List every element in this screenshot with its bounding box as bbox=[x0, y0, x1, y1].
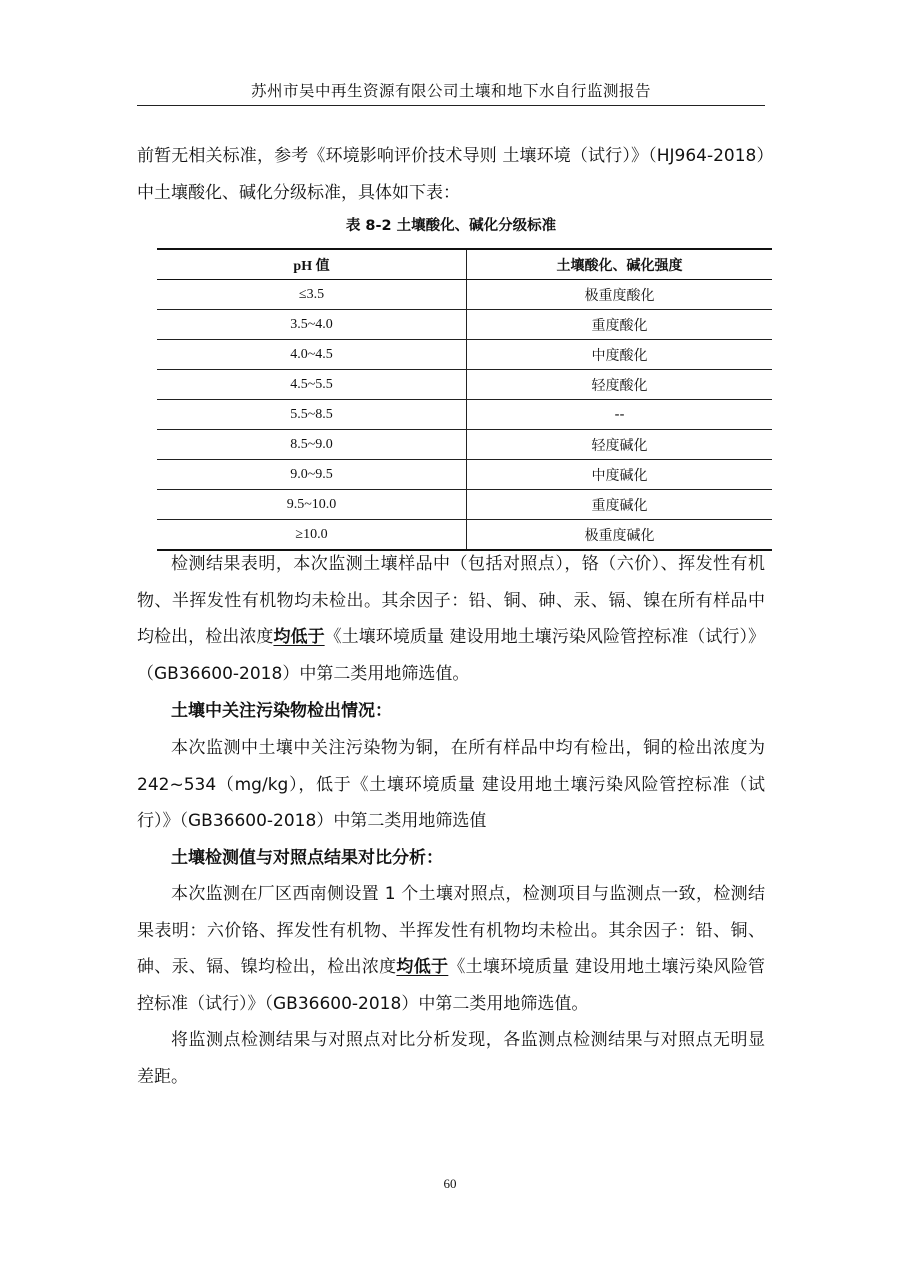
ph-range-cell: 4.0~4.5 bbox=[157, 340, 467, 370]
intro-paragraph: 前暂无相关标准，参考《环境影响评价技术导则 土壤环境（试行）》（HJ964-2018）中土壤酸化、碱化分级标准，具体如下表： bbox=[137, 146, 765, 203]
table-row bbox=[157, 340, 772, 370]
control-emphasis: 均低于 bbox=[396, 957, 449, 977]
ph-grade-table bbox=[157, 248, 772, 551]
control-text-a: 本次监测在厂区西南侧设置 1 个土壤对照点，检测项目与监测点一致，检测结果表明：六价铬、挥发性有机物、半挥发性有机物均未检出。其余因子：铅、铜、砷、汞、镉、镍均检出，检出浓度 bbox=[137, 884, 765, 977]
ph-range-cell: ≥10.0 bbox=[157, 520, 467, 551]
result-text-a: 检测结果表明，本次监测土壤样品中（包括对照点），铬（六价）、挥发性有机物、半挥发性有机物均未检出。其余因子：铅、铜、砷、汞、镉、镍在所有样品中均检出，检出浓度 bbox=[137, 554, 765, 647]
ph-range-cell: 4.5~5.5 bbox=[157, 370, 467, 400]
intensity-cell: 重度碱化 bbox=[467, 490, 773, 520]
control-text-b: 《土壤环境质量 建设用地土壤污染风险管控标准（试行）》（GB36600-2018）中第二类用地筛选值。 bbox=[137, 957, 766, 1014]
conclusion-paragraph: 将监测点检测结果与对照点对比分析发现，各监测点检测结果与对照点无明显差距。 bbox=[137, 1030, 765, 1087]
intensity-cell: -- bbox=[467, 400, 773, 430]
section-heading-concern: 土壤中关注污染物检出情况： bbox=[171, 701, 392, 721]
intensity-cell: 重度酸化 bbox=[467, 310, 773, 340]
header-ph: pH 值 bbox=[157, 249, 467, 280]
copper-paragraph: 本次监测中土壤中关注污染物为铜，在所有样品中均有检出，铜的检出浓度为 242~534（mg/kg），低于《土壤环境质量 建设用地土壤污染风险管控标准（试行）》（GB36600-2018）中第二类用地筛选值 bbox=[137, 738, 765, 831]
table-row bbox=[157, 310, 772, 340]
intensity-cell: 极重度碱化 bbox=[467, 520, 773, 551]
control-paragraph bbox=[137, 876, 765, 1022]
ph-range-cell: 9.0~9.5 bbox=[157, 460, 467, 490]
ph-range-cell: 9.5~10.0 bbox=[157, 490, 467, 520]
table-header-row bbox=[157, 249, 772, 280]
result-emphasis: 均低于 bbox=[273, 627, 325, 647]
intensity-cell: 轻度酸化 bbox=[467, 370, 773, 400]
intensity-cell: 中度碱化 bbox=[467, 460, 773, 490]
table-row bbox=[157, 280, 772, 310]
ph-range-cell: 8.5~9.0 bbox=[157, 430, 467, 460]
section-heading-compare: 土壤检测值与对照点结果对比分析： bbox=[171, 848, 443, 868]
table-row bbox=[157, 430, 772, 460]
ph-range-cell: 5.5~8.5 bbox=[157, 400, 467, 430]
result-text-b: 《土壤环境质量 建设用地土壤污染风险管控标准（试行）》（GB36600-2018）中第二类用地筛选值。 bbox=[137, 627, 765, 684]
running-header: 苏州市吴中再生资源有限公司土壤和地下水自行监测报告 bbox=[250, 82, 651, 100]
result-paragraph bbox=[137, 546, 765, 692]
table-row bbox=[157, 400, 772, 430]
table-caption: 表 8-2 土壤酸化、碱化分级标准 bbox=[345, 218, 557, 234]
ph-range-cell: ≤3.5 bbox=[157, 280, 467, 310]
table-row bbox=[157, 370, 772, 400]
header-rule bbox=[137, 105, 765, 106]
intensity-cell: 轻度碱化 bbox=[467, 430, 773, 460]
ph-range-cell: 3.5~4.0 bbox=[157, 310, 467, 340]
intensity-cell: 极重度酸化 bbox=[467, 280, 773, 310]
intensity-cell: 中度酸化 bbox=[467, 340, 773, 370]
page-number: 60 bbox=[443, 1176, 457, 1191]
header-intensity: 土壤酸化、碱化强度 bbox=[467, 249, 773, 280]
table-row bbox=[157, 490, 772, 520]
table-row bbox=[157, 460, 772, 490]
